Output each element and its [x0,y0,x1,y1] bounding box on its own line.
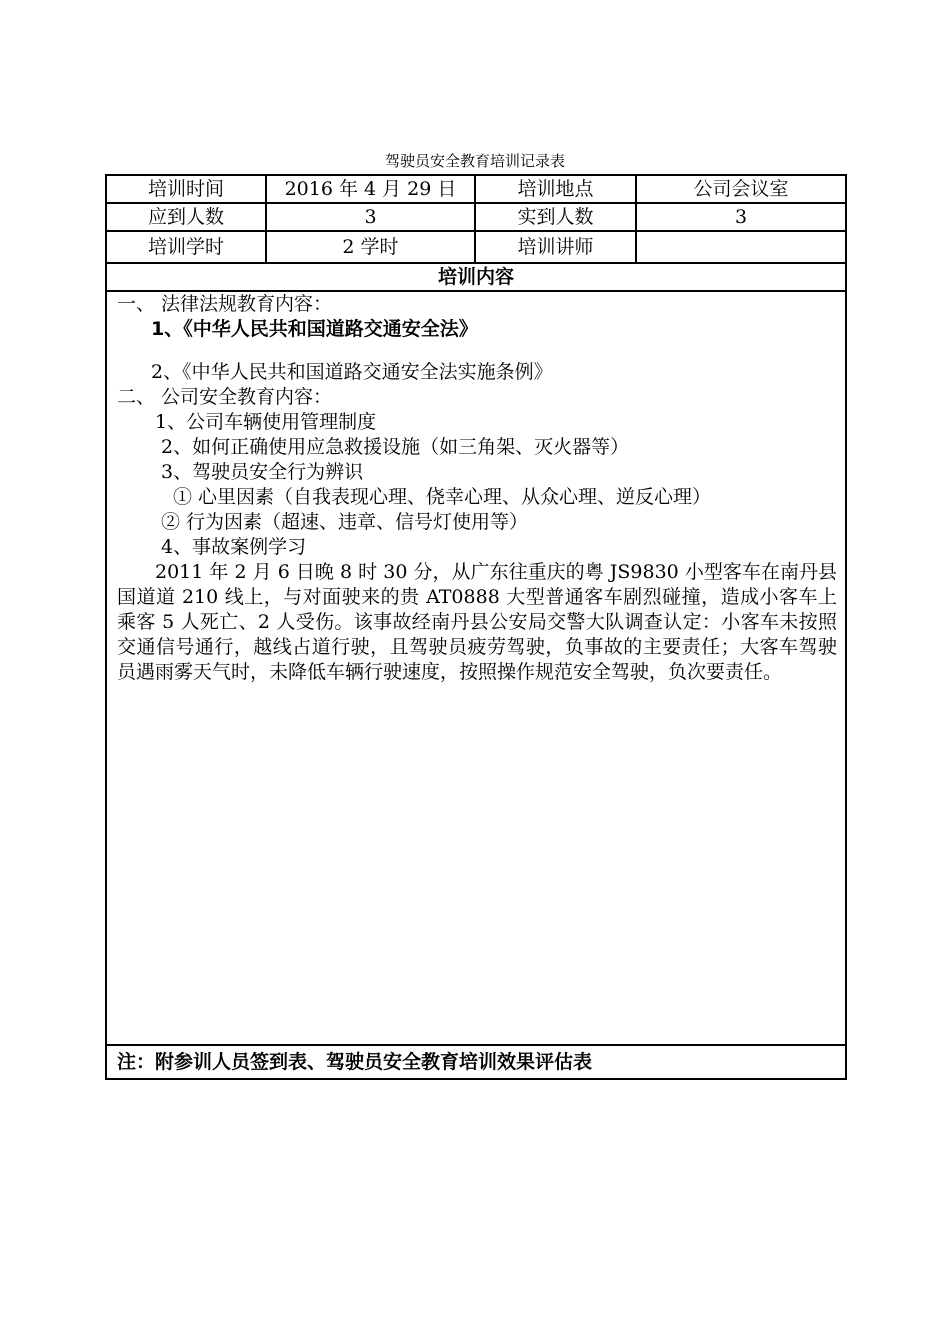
table-row [106,175,846,203]
table-row [106,263,846,291]
section-2-item-3-b: ② 行为因素（超速、违章、信号灯使用等） [161,511,529,533]
actual-count-label: 实到人数 [475,203,636,231]
actual-count-value: 3 [636,203,846,231]
section-2-item-1: 1、公司车辆使用管理制度 [155,411,377,433]
expected-count-value: 3 [266,203,475,231]
case-description: 2011 年 2 月 6 日晚 8 时 30 分，从广东往重庆的粤 JS9830 小型客车在南丹县国道道 210 线上，与对面驶来的贵 AT0888 大型普通客车剧烈碰撞，造成小客车上乘客 5 人死亡、2 人受伤。该事故经南丹县公安局交警大队调查认定：小客车未按照交通信号通行，越线占道行驶，且驾驶员疲劳驾驶，负事故的主要责任；大客车驾驶员遇雨雾天气时，未降低车辆行驶速度，按照操作规范安全驾驶，负次要责任。 [117,561,837,683]
training-time-label: 培训时间 [106,175,266,203]
section-1-heading: 一、 法律法规教育内容： [117,293,333,315]
section-2-item-2: 2、如何正确使用应急救援设施（如三角架、灭火器等） [161,436,630,458]
section-2-heading: 二、 公司安全教育内容： [117,386,333,408]
table-row [106,1045,846,1079]
training-place-value: 公司会议室 [636,175,846,203]
document-title: 驾驶员安全教育培训记录表 [384,152,565,170]
lecturer-label: 培训讲师 [475,231,636,263]
training-content-cell [106,291,846,1045]
training-place-label: 培训地点 [475,175,636,203]
section-2-item-3-a: ① 心里因素（自我表现心理、侥幸心理、从众心理、逆反心理） [173,486,712,508]
training-hours-value: 2 学时 [266,231,475,263]
section-1-item-2: 2、《中华人民共和国道路交通安全法实施条例》 [151,361,553,383]
note-row: 注：附参训人员签到表、驾驶员安全教育培训效果评估表 [106,1045,846,1079]
table-row [106,291,846,1045]
training-record-table [105,174,847,1080]
lecturer-value [636,231,846,263]
expected-count-label: 应到人数 [106,203,266,231]
section-2-item-4: 4、事故案例学习 [161,536,307,558]
training-time-value: 2016 年 4 月 29 日 [266,175,475,203]
section-1-item-1: 1、《中华人民共和国道路交通安全法》 [151,318,478,340]
training-hours-label: 培训学时 [106,231,266,263]
content-header: 培训内容 [106,263,846,291]
table-row [106,203,846,231]
spacer [117,342,837,360]
table-row [106,231,846,263]
section-2-item-3: 3、驾驶员安全行为辨识 [161,461,364,483]
